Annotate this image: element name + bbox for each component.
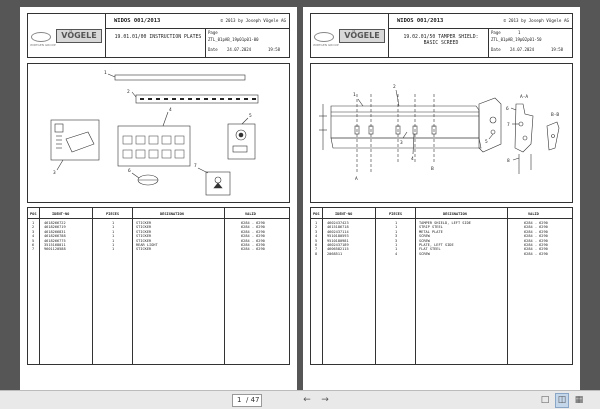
thumbnail-view-icon[interactable]: ▦ bbox=[574, 395, 584, 405]
table-row: 5 9510180981 3 SCREW 6284 - 6290 bbox=[315, 238, 548, 243]
table-row: 8 2068511 4 SCREW 6284 - 6290 bbox=[315, 251, 548, 256]
page-label: Page bbox=[491, 30, 501, 35]
callout-2: 2 bbox=[127, 90, 130, 95]
col-pos: POS bbox=[313, 212, 320, 216]
wirtgen-logo-text: WIRTGEN GROUP bbox=[313, 43, 339, 47]
col-valid: VALID bbox=[245, 212, 256, 216]
table-row: 2 4618266719 1 STICKER 6284 - 6290 bbox=[32, 225, 265, 230]
exploded-view-drawing bbox=[27, 63, 290, 203]
col-pos: POS bbox=[30, 212, 37, 216]
callout-4: 4 bbox=[411, 157, 414, 162]
section-label-b-b: B-B bbox=[551, 113, 560, 118]
document-page-right bbox=[303, 7, 580, 390]
viewer-toolbar bbox=[0, 390, 600, 409]
previous-page-icon[interactable]: ← bbox=[303, 395, 311, 405]
parts-table bbox=[27, 207, 290, 365]
callout-4: 4 bbox=[169, 108, 172, 113]
table-header bbox=[28, 208, 289, 219]
callout-3: 3 bbox=[53, 171, 56, 176]
table-row: 3 4602437114 1 METAL PLATE 6284 - 6290 bbox=[315, 229, 548, 234]
next-page-icon[interactable]: → bbox=[321, 395, 329, 405]
col-pieces: PIECES bbox=[106, 212, 119, 216]
logo-cell bbox=[28, 14, 106, 57]
logo-cell bbox=[311, 14, 389, 57]
drawing-code: ZTL_01pAB_19p01p01-00 bbox=[208, 37, 259, 42]
model-title: WIDOS 001/2013 bbox=[114, 18, 161, 24]
exploded-view-drawing bbox=[310, 63, 573, 203]
callout-1: 1 bbox=[353, 93, 356, 98]
col-ident: IDENT-NO bbox=[335, 212, 353, 216]
page-total: / 47 bbox=[246, 396, 260, 404]
callout-7: 7 bbox=[194, 164, 197, 169]
section-marker-a: A bbox=[355, 177, 358, 182]
callout-8: 8 bbox=[507, 159, 510, 164]
document-page-left bbox=[20, 7, 297, 390]
chapter-title-line1: 19.02.01/50 TAMPER SHIELD: bbox=[403, 35, 479, 40]
col-designation: DESIGNATION bbox=[160, 212, 184, 216]
callout-5: 5 bbox=[249, 114, 252, 119]
table-header bbox=[311, 208, 572, 219]
tamper-shield-drawing bbox=[311, 64, 572, 202]
wirtgen-logo bbox=[314, 32, 334, 42]
wirtgen-logo-text: WIRTGEN GROUP bbox=[30, 43, 56, 47]
chapter-title bbox=[395, 35, 487, 47]
chapter-title: 19.01.01/00 INSTRUCTION PLATES bbox=[114, 35, 202, 40]
time-value: 19:58 bbox=[268, 47, 281, 52]
table-row: 6 3515168011 1 REAR LIGHT 6284 - 6290 bbox=[32, 242, 265, 247]
date-label: Date bbox=[491, 47, 501, 52]
callout-5: 5 bbox=[485, 140, 488, 145]
table-row: 7 9601120588 1 STICKER 6284 - 6290 bbox=[32, 247, 265, 252]
page-value: 1 bbox=[518, 30, 521, 35]
table-row: 4 9510180593 3 SCREW 6284 - 6290 bbox=[315, 234, 548, 239]
table-row: 1 4602437423 1 TAMPER SHIELD, LEFT SIDE 6284 - 6290 bbox=[315, 221, 548, 225]
drawing-code: ZTL_01pAB_19p02p01-50 bbox=[491, 37, 542, 42]
model-title: WIDOS 001/2013 bbox=[397, 18, 444, 24]
table-row: 5 4618266775 1 STICKER 6284 - 6290 bbox=[32, 238, 265, 243]
callout-6: 6 bbox=[128, 169, 131, 174]
voegele-logo: VÖGELE bbox=[339, 29, 385, 43]
page-number-input[interactable]: 1 bbox=[232, 394, 262, 407]
table-row: 1 4618266722 1 STICKER 6284 - 6290 bbox=[32, 221, 265, 225]
table-row: 4 4618266788 1 STICKER 6284 - 6290 bbox=[32, 234, 265, 239]
table-row: 2 4615186718 1 STRIP STEEL 6284 - 6290 bbox=[315, 225, 548, 230]
col-pieces: PIECES bbox=[389, 212, 402, 216]
date-value: 24.07.2024 bbox=[510, 47, 535, 52]
page-label: Page bbox=[208, 30, 218, 35]
time-value: 19:58 bbox=[551, 47, 564, 52]
title-block bbox=[310, 13, 573, 58]
callout-1: 1 bbox=[104, 71, 107, 76]
callout-3: 3 bbox=[400, 141, 403, 146]
title-block bbox=[27, 13, 290, 58]
section-marker-b: B bbox=[431, 167, 434, 172]
date-label: Date bbox=[208, 47, 218, 52]
chapter-title-line2: BASIC SCREED bbox=[423, 41, 459, 46]
section-label-a-a: A-A bbox=[520, 95, 529, 100]
wirtgen-logo bbox=[31, 32, 51, 42]
date-value: 24.07.2024 bbox=[227, 47, 252, 52]
callout-6: 6 bbox=[506, 107, 509, 112]
two-page-view-icon[interactable]: ◫ bbox=[555, 393, 569, 408]
col-designation: DESIGNATION bbox=[443, 212, 467, 216]
callout-2: 2 bbox=[393, 85, 396, 90]
table-row: 3 4618266831 1 STICKER 6284 - 6290 bbox=[32, 229, 265, 234]
copyright: © 2013 by Joseph Vögele AG bbox=[503, 18, 569, 23]
table-row: 7 4606582115 1 FLAT STEEL 6284 - 6290 bbox=[315, 247, 548, 252]
col-valid: VALID bbox=[528, 212, 539, 216]
copyright: © 2013 by Joseph Vögele AG bbox=[220, 18, 286, 23]
callout-7: 7 bbox=[507, 123, 510, 128]
instruction-plates-drawing bbox=[28, 64, 289, 202]
table-row: 6 4602437189 1 PLATE, LEFT SIDE 6284 - 6290 bbox=[315, 242, 548, 247]
col-ident: IDENT-NO bbox=[52, 212, 70, 216]
single-page-view-icon[interactable]: □ bbox=[540, 395, 550, 405]
parts-table bbox=[310, 207, 573, 365]
voegele-logo: VÖGELE bbox=[56, 29, 102, 43]
